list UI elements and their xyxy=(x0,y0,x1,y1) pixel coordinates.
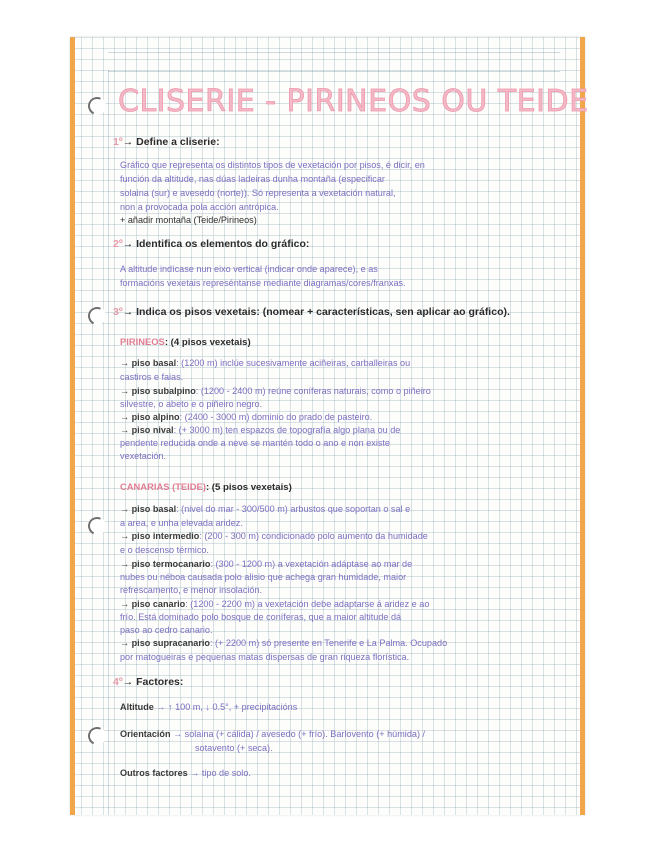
canarias-item-cont: a area, e unha elevada aridez. xyxy=(120,518,243,528)
page-title: CLISERIE - PIRINEOS OU TEIDE xyxy=(118,84,589,119)
pirineos-item: → piso subalpino: (1200 - 2400 m) reúne coníferas naturais, como o piñeiro xyxy=(120,386,431,396)
section-1-line: solaina (sur) e avesedo (norte)). Só representa a vexetación natural, xyxy=(120,188,396,198)
paper-edge-right xyxy=(580,37,585,815)
pirineos-item-cont: vexetación. xyxy=(120,451,167,461)
section-2-line: A altitude indícase nun eixo vertical (indicar onde aparece), e as xyxy=(120,264,378,274)
pirineos-item-cont: pendente reducida onde a neve se mantén todo o ano e non existe xyxy=(120,438,390,448)
pirineos-item-cont: silvestre, o abeto e o piñeiro negro. xyxy=(120,399,263,409)
factor-altitude: Altitude → ↑ 100 m, ↓ 0.5°, + precipitacións xyxy=(120,702,298,712)
canarias-item-cont: frío. Está dominado polo bosque de coníferas, que a maior altitude dá xyxy=(120,612,402,622)
pirineos-item-cont: castiros e faias. xyxy=(120,372,184,382)
header-band xyxy=(108,52,560,72)
factor-orientacion-cont: sotavento (+ seca). xyxy=(195,743,273,753)
factor-orientacion: Orientación → solaina (+ cálida) / avesedo (+ frío). Barlovento (+ húmida) / xyxy=(120,729,426,739)
pirineos-item: → piso basal: (1200 m) inclúe sucesivamente aciñeiras, carballeiras ou xyxy=(120,358,411,368)
canarias-item-cont: por matogueiras e pequenas matas dispersas de gran riqueza florística. xyxy=(120,652,410,662)
canarias-item: → piso intermedio: (200 - 300 m) condicionado polo aumento da humidade xyxy=(120,531,428,541)
section-1-heading: 1º→ Define a cliserie: xyxy=(113,136,220,148)
pirineos-subheading: PIRINEOS: (4 pisos vexetais) xyxy=(120,336,251,348)
pirineos-item: → piso alpino: (2400 - 3000 m) dominio do prado de pasteiro. xyxy=(120,412,373,422)
canarias-item-cont: paso ao cedro canario. xyxy=(120,625,213,635)
paper-edge-left xyxy=(70,37,75,815)
canarias-item: → piso supracanario: (+ 2200 m) só presente en Tenerife e La Palma. Ocupado xyxy=(120,638,448,648)
section-2-line: formacións vexetais represéntanse mediante diagramas/cores/franxas. xyxy=(120,278,406,288)
section-1-line: Gráfico que representa os distintos tipos de vexetación por pisos, é dicir, en xyxy=(120,160,425,170)
factor-outros: Outros factores → tipo de solo. xyxy=(120,768,251,778)
section-1-line: non a provocada pola acción antrópica. xyxy=(120,202,279,212)
canarias-item-cont: nubes ou néboa causada polo alisio que achega gran humidade, maior xyxy=(120,572,407,582)
canarias-item-cont: e o descenso térmico. xyxy=(120,545,209,555)
canarias-subheading: CANARIAS (TEIDE): (5 pisos vexetais) xyxy=(120,481,292,493)
canarias-item-cont: refrescamento, e menor insolación. xyxy=(120,585,263,595)
section-1-line: función da altitude, nas dúas ladeiras dunha montaña (especificar xyxy=(120,174,385,184)
section-3-heading: 3º→ Indica os pisos vexetais: (nomear + características, sen aplicar ao gráfico). xyxy=(113,306,510,318)
section-2-heading: 2º→ Identifica os elementos do gráfico: xyxy=(113,238,310,250)
section-1-note: + añadir montaña (Teide/Pirineos) xyxy=(120,215,257,225)
canarias-item: → piso basal: (nivel do mar - 300/500 m) arbustos que soportan o sal e xyxy=(120,504,411,514)
canarias-item: → piso canario: (1200 - 2200 m) a vexetación debe adaptarse á aridez e ao xyxy=(120,599,430,609)
pirineos-item: → piso nival: (+ 3000 m) ten espazos de topografía algo plana ou de xyxy=(120,425,401,435)
canarias-item: → piso termocanario: (300 - 1200 m) a vexetación adáptase ao mar de xyxy=(120,559,413,569)
margin-line xyxy=(108,70,109,815)
section-4-heading: 4º→ Factores: xyxy=(113,676,184,688)
